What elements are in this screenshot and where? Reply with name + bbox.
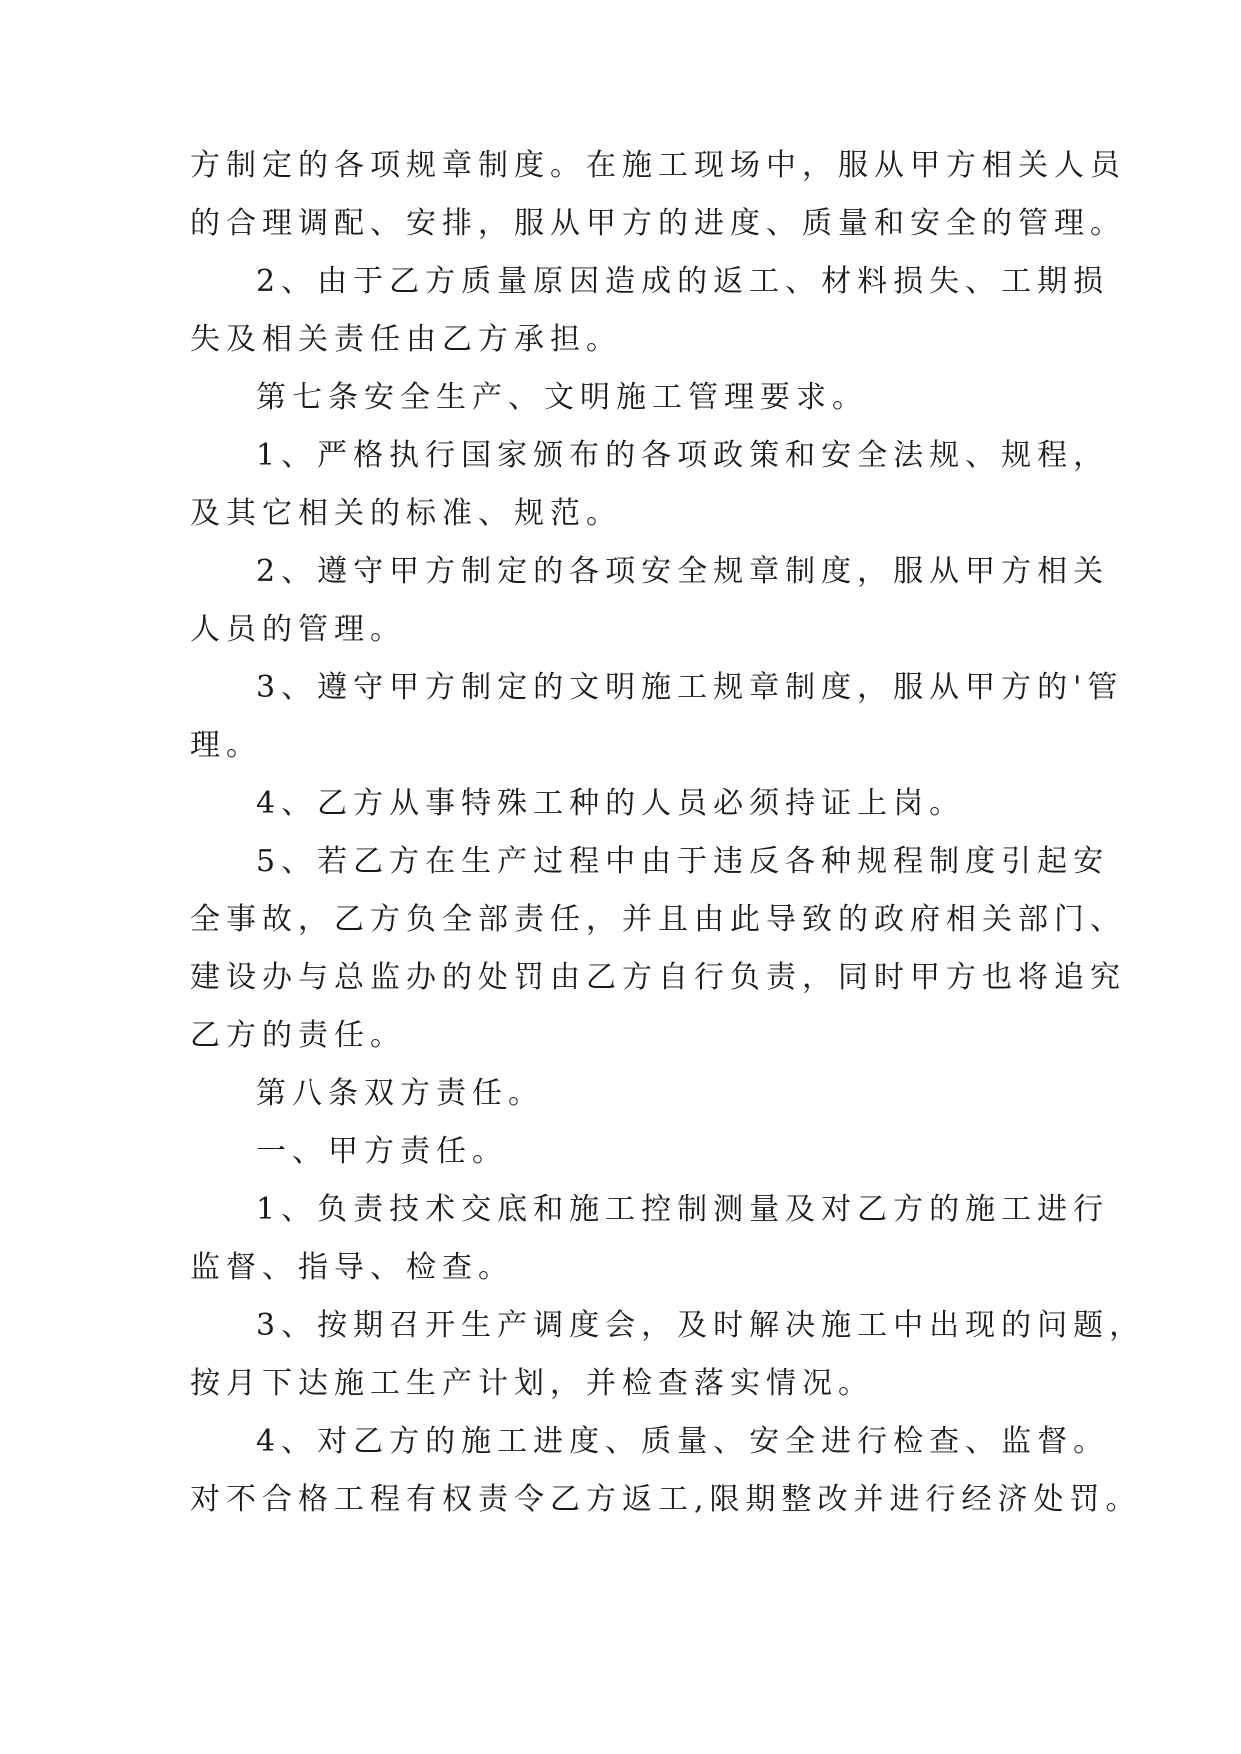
text-line-24: 对不合格工程有权责令乙方返工,限期整改并进行经济处罚。 (190, 1482, 1142, 1517)
text-line-9: 人员的管理。 (190, 612, 406, 647)
article-8-heading: 第八条双方责任。 (256, 1076, 544, 1111)
text-line-2: 的合理调配、安排，服从甲方的进度、质量和安全的管理。 (190, 206, 1126, 241)
text-line-11: 理。 (190, 728, 262, 763)
section-party-a-heading: 一、甲方责任。 (256, 1134, 508, 1169)
text-line-15: 建设办与总监办的处罚由乙方自行负责，同时甲方也将追究 (190, 960, 1126, 995)
text-line-10: 3、遵守甲方制定的文明施工规章制度，服从甲方的'管 (256, 670, 1124, 705)
text-line-22: 按月下达施工生产计划，并检查落实情况。 (190, 1366, 874, 1401)
text-line-4: 失及相关责任由乙方承担。 (190, 322, 622, 357)
text-line-14: 全事故，乙方负全部责任，并且由此导致的政府相关部门、 (190, 902, 1126, 937)
text-line-20: 监督、指导、检查。 (190, 1250, 514, 1285)
text-line-8: 2、遵守甲方制定的各项安全规章制度，服从甲方相关 (256, 554, 1110, 589)
text-line-3: 2、由于乙方质量原因造成的返工、材料损失、工期损 (256, 264, 1110, 299)
text-line-1: 方制定的各项规章制度。在施工现场中，服从甲方相关人员 (190, 148, 1126, 183)
text-line-13: 5、若乙方在生产过程中由于违反各种规程制度引起安 (256, 844, 1110, 879)
article-7-heading: 第七条安全生产、文明施工管理要求。 (256, 380, 868, 415)
text-line-12: 4、乙方从事特殊工种的人员必须持证上岗。 (256, 786, 966, 821)
text-line-16: 乙方的责任。 (190, 1018, 406, 1053)
text-line-7: 及其它相关的标准、规范。 (190, 496, 622, 531)
text-line-6: 1、严格执行国家颁布的各项政策和安全法规、规程， (256, 438, 1110, 473)
text-line-21: 3、按期召开生产调度会，及时解决施工中出现的问题， (256, 1308, 1146, 1343)
text-line-23: 4、对乙方的施工进度、质量、安全进行检查、监督。 (256, 1424, 1110, 1459)
text-line-19: 1、负责技术交底和施工控制测量及对乙方的施工进行 (256, 1192, 1110, 1227)
